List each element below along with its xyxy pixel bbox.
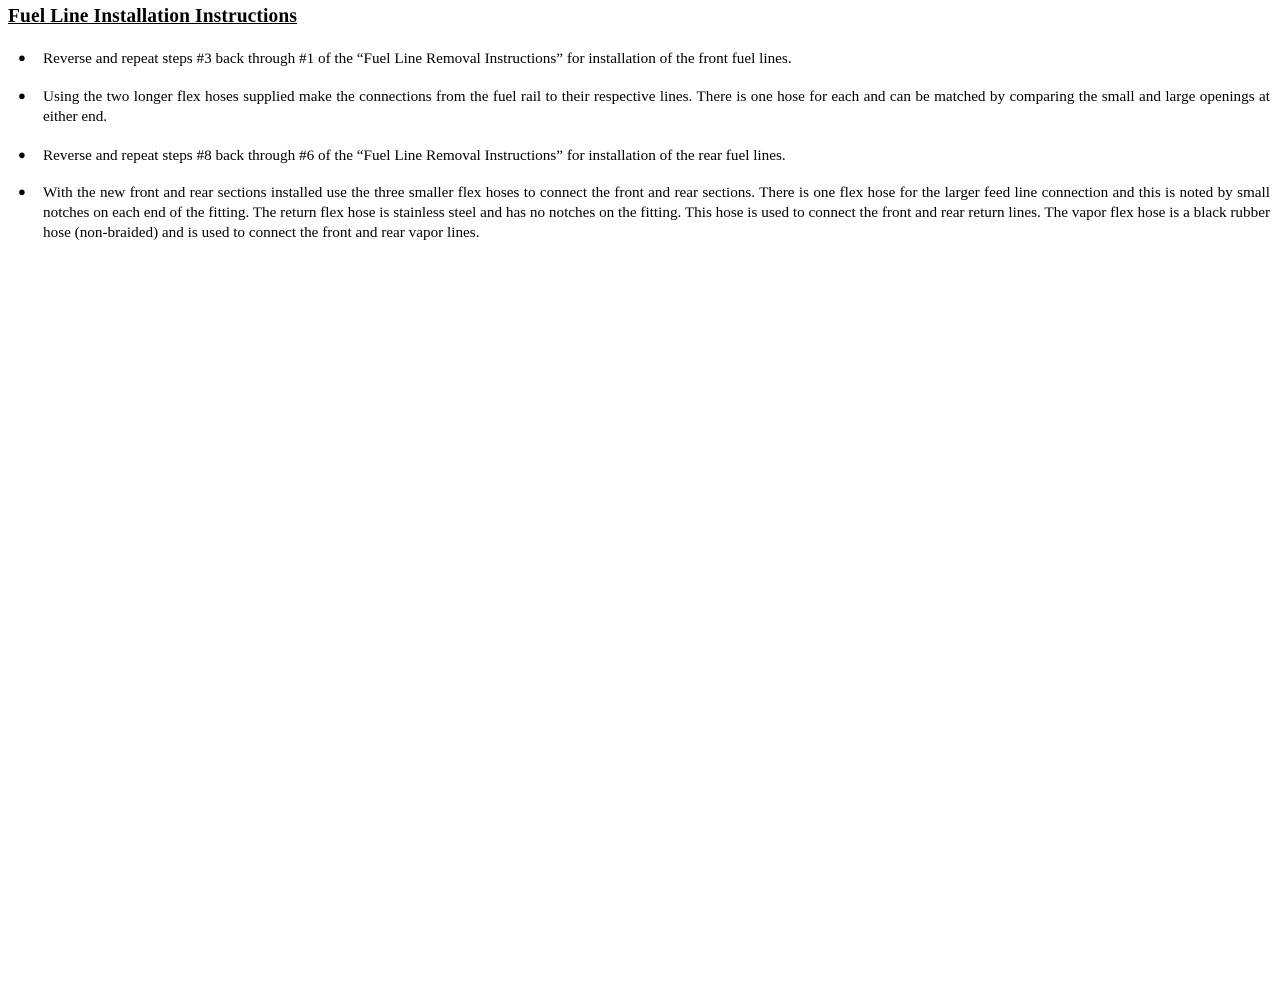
bullet-icon: ● xyxy=(18,50,26,66)
bullet-icon: ● xyxy=(18,88,26,104)
instructions-list xyxy=(8,49,1274,242)
page-title: Fuel Line Installation Instructions xyxy=(8,6,298,27)
bullet-icon: ● xyxy=(18,183,26,199)
list-item-text: Reverse and repeat steps #8 back through #6 of the “Fuel Line Removal Instructions” for installation of the rear fuel lines. xyxy=(43,146,786,164)
item-spacer xyxy=(8,128,1274,146)
item-spacer xyxy=(8,69,1274,87)
title-spacer xyxy=(8,29,1274,49)
bullet-icon: ● xyxy=(18,146,26,162)
item-spacer xyxy=(8,166,1274,183)
list-item-text: With the new front and rear sections installed use the three smaller flex hoses to connect the front and rear sections. There is one flex hose for the larger feed line connection and this is noted by small notches on each end of the fitting. The return flex hose is stainless steel and has no notches on the fitting. This hose is used to connect the front and rear return lines. The vapor flex hose is a black rubber hose (non-braided) and is used to connect the front and rear vapor lines. xyxy=(43,183,1270,241)
list-item-text: Reverse and repeat steps #3 back through #1 of the “Fuel Line Removal Instructions” for installation of the front fuel lines. xyxy=(43,50,792,68)
list-item xyxy=(8,49,1274,69)
list-item-text: Using the two longer flex hoses supplied make the connections from the fuel rail to their respective lines. There is one hose for each and can be matched by comparing the small and large openings at either end. xyxy=(43,88,1270,126)
list-item xyxy=(8,87,1274,127)
list-item xyxy=(8,183,1274,243)
list-item xyxy=(8,146,1274,166)
